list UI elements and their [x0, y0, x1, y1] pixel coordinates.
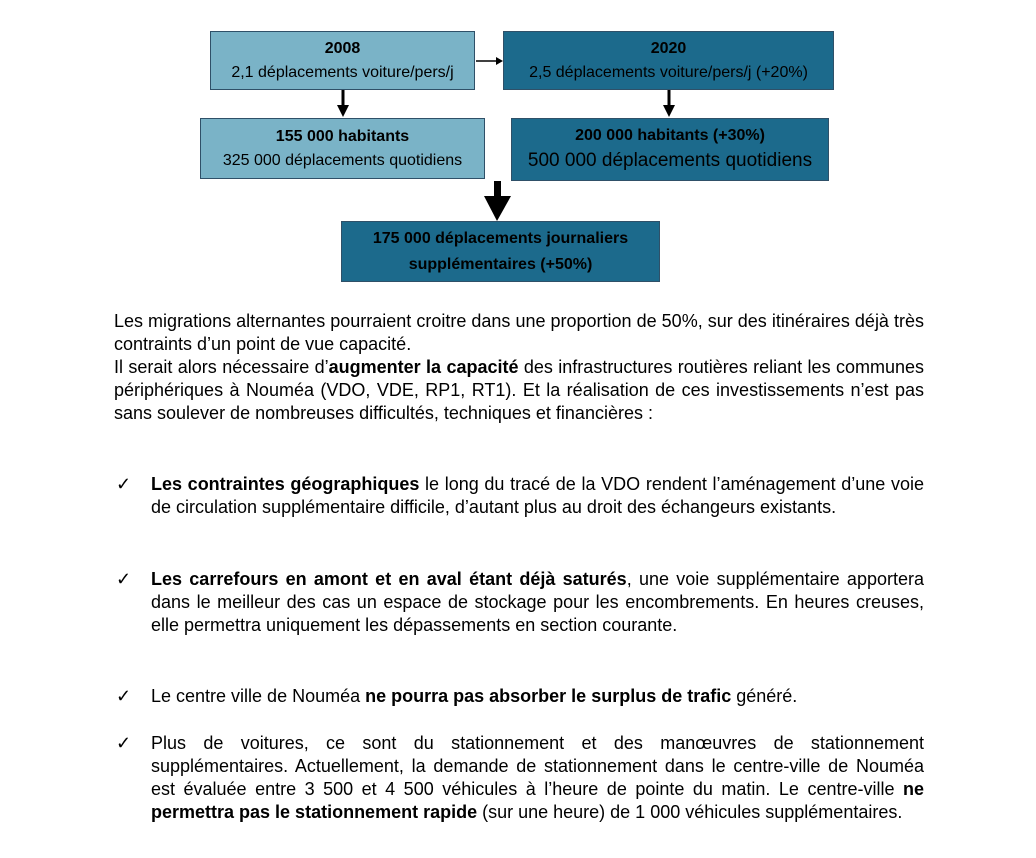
intro-paragraph-2 [114, 356, 924, 425]
arrowhead-down-total [484, 196, 511, 221]
bullet-2-rest: , une voie supplémentaire apportera dans le meilleur des cas un espace de stockage pour les encombrements. En heures creuses, elle permettra uniquement les dépassements en section courante. [151, 569, 924, 635]
box-population-2008-subtitle: 325 000 déplacements quotidiens [222, 151, 463, 169]
bullet-4-bold: ne permettra pas le stationnement rapide [151, 779, 924, 822]
bullet-2-text [151, 568, 924, 637]
bullet-2-bold: Les carrefours en amont et en aval étant déjà saturés [151, 569, 627, 589]
box-2020-title: 2020 [650, 40, 687, 58]
box-2008-title: 2008 [324, 40, 361, 58]
bullet-4-text [151, 732, 924, 824]
bullet-4-end: (sur une heure) de 1 000 véhicules supplémentaires. [477, 802, 903, 822]
check-icon: ✓ [116, 733, 132, 753]
bullet-1-bold: Les contraintes géographiques [151, 474, 420, 494]
box-2008-subtitle: 2,1 déplacements voiture/pers/j [231, 63, 454, 81]
bullet-3-text [151, 685, 924, 708]
box-population-2020-title: 200 000 habitants (+30%) [575, 127, 765, 145]
bullet-1-rest: le long du tracé de la VDO rendent l’aménagement d’une voie de circulation supplémentaire difficile, d’autant plus au droit des échangeurs existants. [151, 474, 925, 517]
bullet-4-start: Plus de voitures, ce sont du stationnement et des manœuvres de stationnement supplémentaires. Actuellement, la demande de stationnement dans le centre-ville de Nouméa est évaluée entre 3 500 et 4 500 véhicules à l’heure de pointe du matin. Le centre-ville [151, 733, 924, 799]
arrow-down-total-shaft [494, 181, 501, 197]
bullet-1-text [151, 473, 924, 519]
box-total-line1: 175 000 déplacements journaliers [372, 229, 629, 247]
bullet-geographic-constraints [114, 473, 924, 519]
box-population-2020-subtitle: 500 000 déplacements quotidiens [527, 150, 813, 172]
intro-p2-end: des infrastructures routières reliant les communes périphériques à Nouméa (VDO, VDE, RP1, RT1). Et la réalisation de ces investissements n’est pas sans soulever de nombreuses difficultés, techniques et financières : [114, 357, 924, 423]
intro-p2-bold: augmenter la capacité [328, 357, 519, 377]
bullet-city-center-traffic [114, 685, 924, 708]
arrowhead-right [496, 57, 503, 65]
arrowhead-down-right [663, 105, 675, 117]
arrowhead-down-left [337, 105, 349, 117]
bullet-3-bold: ne pourra pas absorber le surplus de trafic [365, 686, 732, 706]
intro-p2-start: Il serait alors nécessaire d’ [114, 357, 329, 377]
check-icon: ✓ [116, 474, 132, 494]
check-icon: ✓ [116, 686, 132, 706]
intro-paragraph-1: Les migrations alternantes pourraient croitre dans une proportion de 50%, sur des itinéraires déjà très contraints d’un point de vue capacité. [114, 311, 924, 354]
bullet-saturated-crossroads [114, 568, 924, 637]
bullet-parking [114, 732, 924, 824]
intro-text [114, 310, 924, 425]
check-icon: ✓ [116, 569, 132, 589]
box-total-line2: supplémentaires (+50%) [408, 255, 593, 273]
box-2020-subtitle: 2,5 déplacements voiture/pers/j (+20%) [529, 63, 808, 81]
box-population-2008-title: 155 000 habitants [275, 128, 410, 146]
bullet-3-start: Le centre ville de Nouméa [151, 686, 366, 706]
arrows [0, 0, 1036, 300]
bullet-3-end: généré. [731, 686, 798, 706]
